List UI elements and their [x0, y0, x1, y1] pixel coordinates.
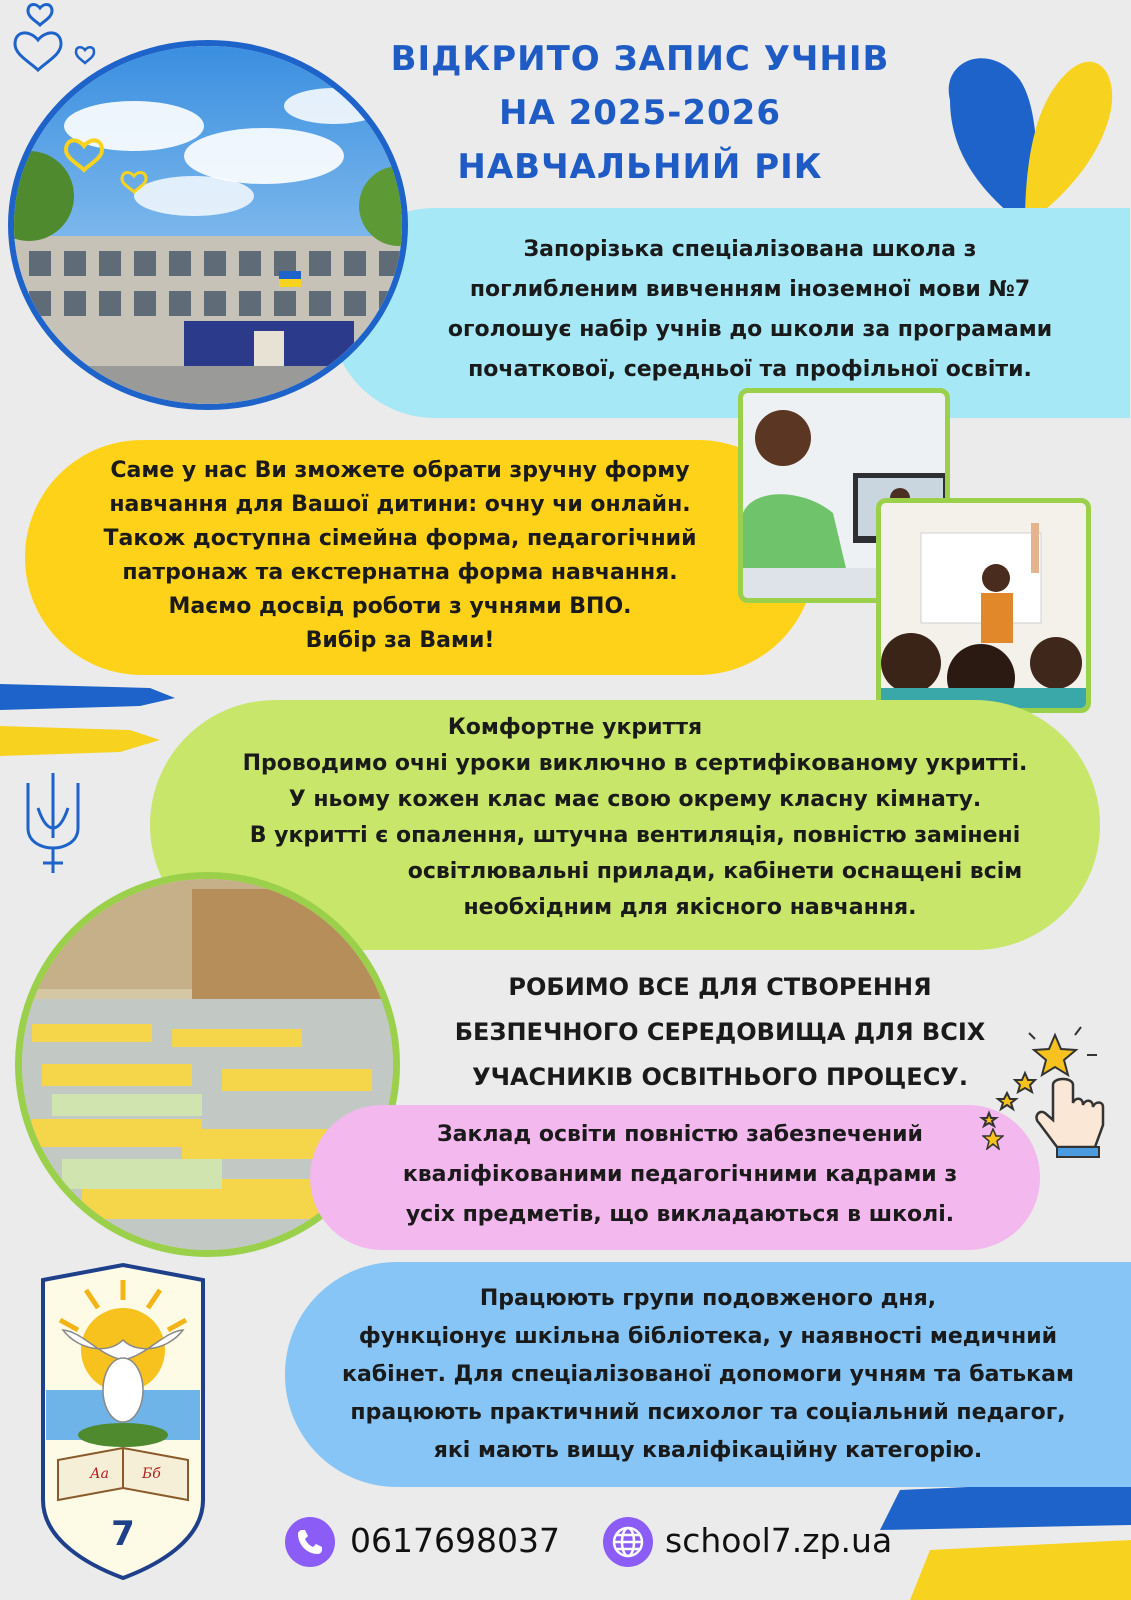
services-line: які мають вищу кваліфікаційну категорію. [433, 1438, 983, 1463]
intro-panel [330, 208, 1130, 418]
forms-line: Саме у нас Ви зможете обрати зручну форму [110, 458, 690, 483]
star-icon [982, 1128, 1004, 1150]
services-line: функціонує шкільна бібліотека, у наявності медичний [358, 1324, 1058, 1349]
forms-line: патронаж та екстернатна форма навчання. [122, 560, 678, 585]
shelter-line: освітлювальні прилади, кабінети оснащені всім [407, 859, 1023, 884]
paint-stroke-left [0, 680, 180, 760]
page-title [360, 32, 920, 194]
website-link[interactable]: school7.zp.ua [665, 1521, 893, 1560]
shelter-line: В укритті є опалення, штучна вентиляція, повністю замінені [249, 823, 1021, 848]
services-panel [285, 1262, 1131, 1487]
intro-line: оголошує набір учнів до школи за програмами [447, 317, 1053, 342]
safety-heading [400, 965, 1040, 1100]
shelter-line: Проводимо очні уроки виключно в сертифікованому укритті. [242, 751, 1028, 776]
emblem-book-right: Бб [142, 1466, 161, 1482]
services-line: працюють практичний психолог та соціальний педагог, [350, 1400, 1066, 1425]
services-line: Працюють групи подовженого дня, [479, 1286, 937, 1311]
forms-line: навчання для Вашої дитини: очну чи онлайн. [109, 492, 691, 517]
forms-line: Також доступна сімейна форма, педагогічний [103, 526, 697, 551]
emblem-number: 7 [111, 1514, 135, 1554]
phone-icon [285, 1517, 335, 1567]
intro-line: Запорізька спеціалізована школа з [523, 237, 977, 262]
trident-icon [18, 768, 88, 878]
globe-icon [603, 1517, 653, 1567]
classroom-photo [876, 498, 1091, 713]
shelter-line: У ньому кожен клас має свою окрему класну кімнату. [288, 787, 982, 812]
phone-number[interactable]: 0617698037 [350, 1521, 560, 1560]
forms-line: Маємо досвід роботи з учнями ВПО. [168, 594, 632, 619]
title-line: ВІДКРИТО ЗАПИС УЧНІВ [390, 39, 890, 79]
staff-line: Заклад освіти повністю забезпечений [437, 1122, 923, 1147]
education-forms-panel [25, 440, 815, 675]
staff-line: кваліфікованими педагогічними кадрами з [402, 1162, 958, 1187]
paint-stroke-bottom-right [870, 1470, 1131, 1600]
safety-line: РОБИМО ВСЕ ДЛЯ СТВОРЕННЯ [508, 973, 932, 1001]
shelter-heading: Комфортне укриття [447, 715, 703, 740]
emblem-book-left: Аа [90, 1466, 109, 1482]
staff-line: усіх предметів, що викладаються в школі. [405, 1202, 955, 1227]
intro-line: поглибленим вивченням іноземної мови №7 [469, 277, 1031, 302]
safety-line: БЕЗПЕЧНОГО СЕРЕДОВИЩА ДЛЯ ВСІХ [454, 1018, 986, 1046]
services-line: кабінет. Для спеціалізованої допомоги учням та батькам [342, 1362, 1074, 1387]
staff-panel [310, 1105, 1040, 1250]
school-emblem-logo [38, 1260, 208, 1580]
safety-line: УЧАСНИКІВ ОСВІТНЬОГО ПРОЦЕСУ. [472, 1063, 968, 1091]
school-building-photo [8, 40, 408, 410]
shelter-line: необхідним для якісного навчання. [463, 895, 917, 920]
title-line: НАВЧАЛЬНИЙ РІК [457, 147, 823, 187]
intro-line: початкової, середньої та профільної освіти. [468, 357, 1032, 382]
forms-line: Вибір за Вами! [305, 628, 495, 653]
title-line: НА 2025-2026 [499, 93, 781, 133]
